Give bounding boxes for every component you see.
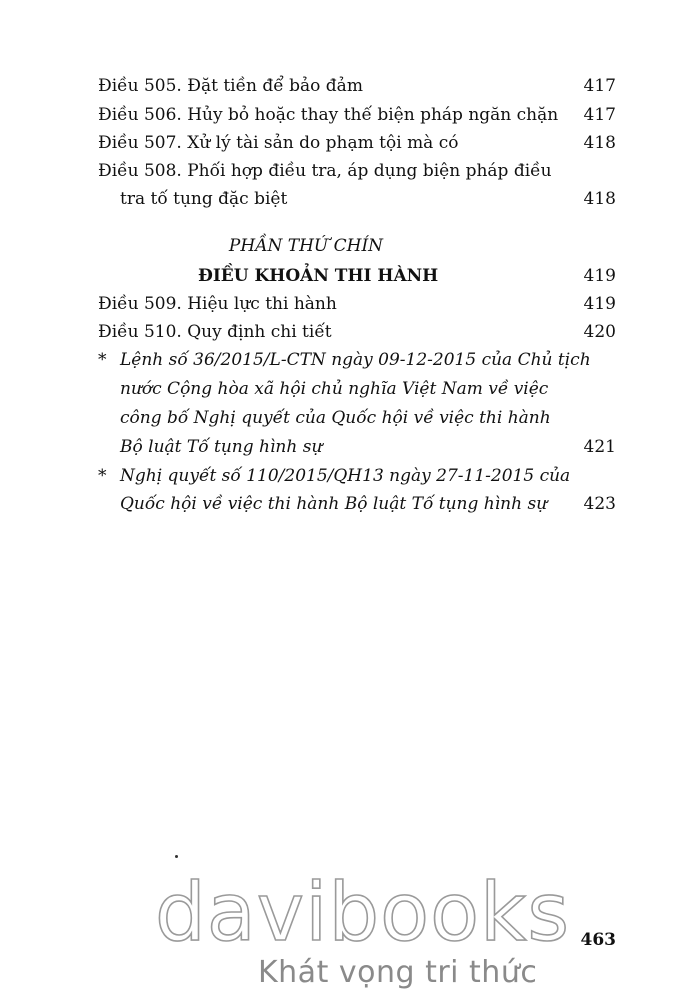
part-heading-page: 419 xyxy=(583,266,616,286)
footnote-marker: * xyxy=(98,466,107,486)
toc-entry-page: 417 xyxy=(583,76,616,96)
footnote-marker: * xyxy=(98,350,107,370)
stray-dot xyxy=(175,855,178,858)
toc-entry-title: Điều 509. Hiệu lực thi hành xyxy=(98,294,337,314)
toc-entry-page: 418 xyxy=(583,189,616,209)
footnote-text: Quốc hội về việc thi hành Bộ luật Tố tụng hình sự xyxy=(120,494,548,514)
toc-entry-page: 417 xyxy=(583,105,616,125)
footnote-page: 423 xyxy=(583,494,616,514)
toc-entry-title: Điều 510. Quy định chi tiết xyxy=(98,322,332,342)
watermark-tagline: Khát vọng tri thức xyxy=(258,955,538,990)
watermark-brand: davibooks xyxy=(155,866,571,959)
part-heading: ĐIỀU KHOẢN THI HÀNH xyxy=(198,266,439,286)
footnote-text: Bộ luật Tố tụng hình sự xyxy=(120,437,323,457)
toc-entry-title: Điều 506. Hủy bỏ hoặc thay thế biện pháp ngăn chặn xyxy=(98,105,559,125)
toc-entry-title: Điều 508. Phối hợp điều tra, áp dụng biện pháp điều xyxy=(98,161,552,181)
toc-entry-title: Điều 505. Đặt tiền để bảo đảm xyxy=(98,76,363,96)
toc-entry-page: 419 xyxy=(583,294,616,314)
toc-entry-title-continued: tra tố tụng đặc biệt xyxy=(120,189,288,209)
part-title: PHẦN THỨ CHÍN xyxy=(228,236,384,256)
footnote-text: công bố Nghị quyết của Quốc hội về việc thi hành xyxy=(120,408,551,428)
footnote-text: Lệnh số 36/2015/L-CTN ngày 09-12-2015 của Chủ tịch xyxy=(120,350,591,370)
toc-entry-title: Điều 507. Xử lý tài sản do phạm tội mà có xyxy=(98,133,459,153)
toc-entry-page: 420 xyxy=(583,322,616,342)
toc-entry-page: 418 xyxy=(583,133,616,153)
footnote-text: nước Cộng hòa xã hội chủ nghĩa Việt Nam về việc xyxy=(120,379,549,399)
page-number: 463 xyxy=(580,930,616,950)
footnote-page: 421 xyxy=(583,437,616,457)
footnote-text: Nghị quyết số 110/2015/QH13 ngày 27-11-2015 của xyxy=(120,466,571,486)
